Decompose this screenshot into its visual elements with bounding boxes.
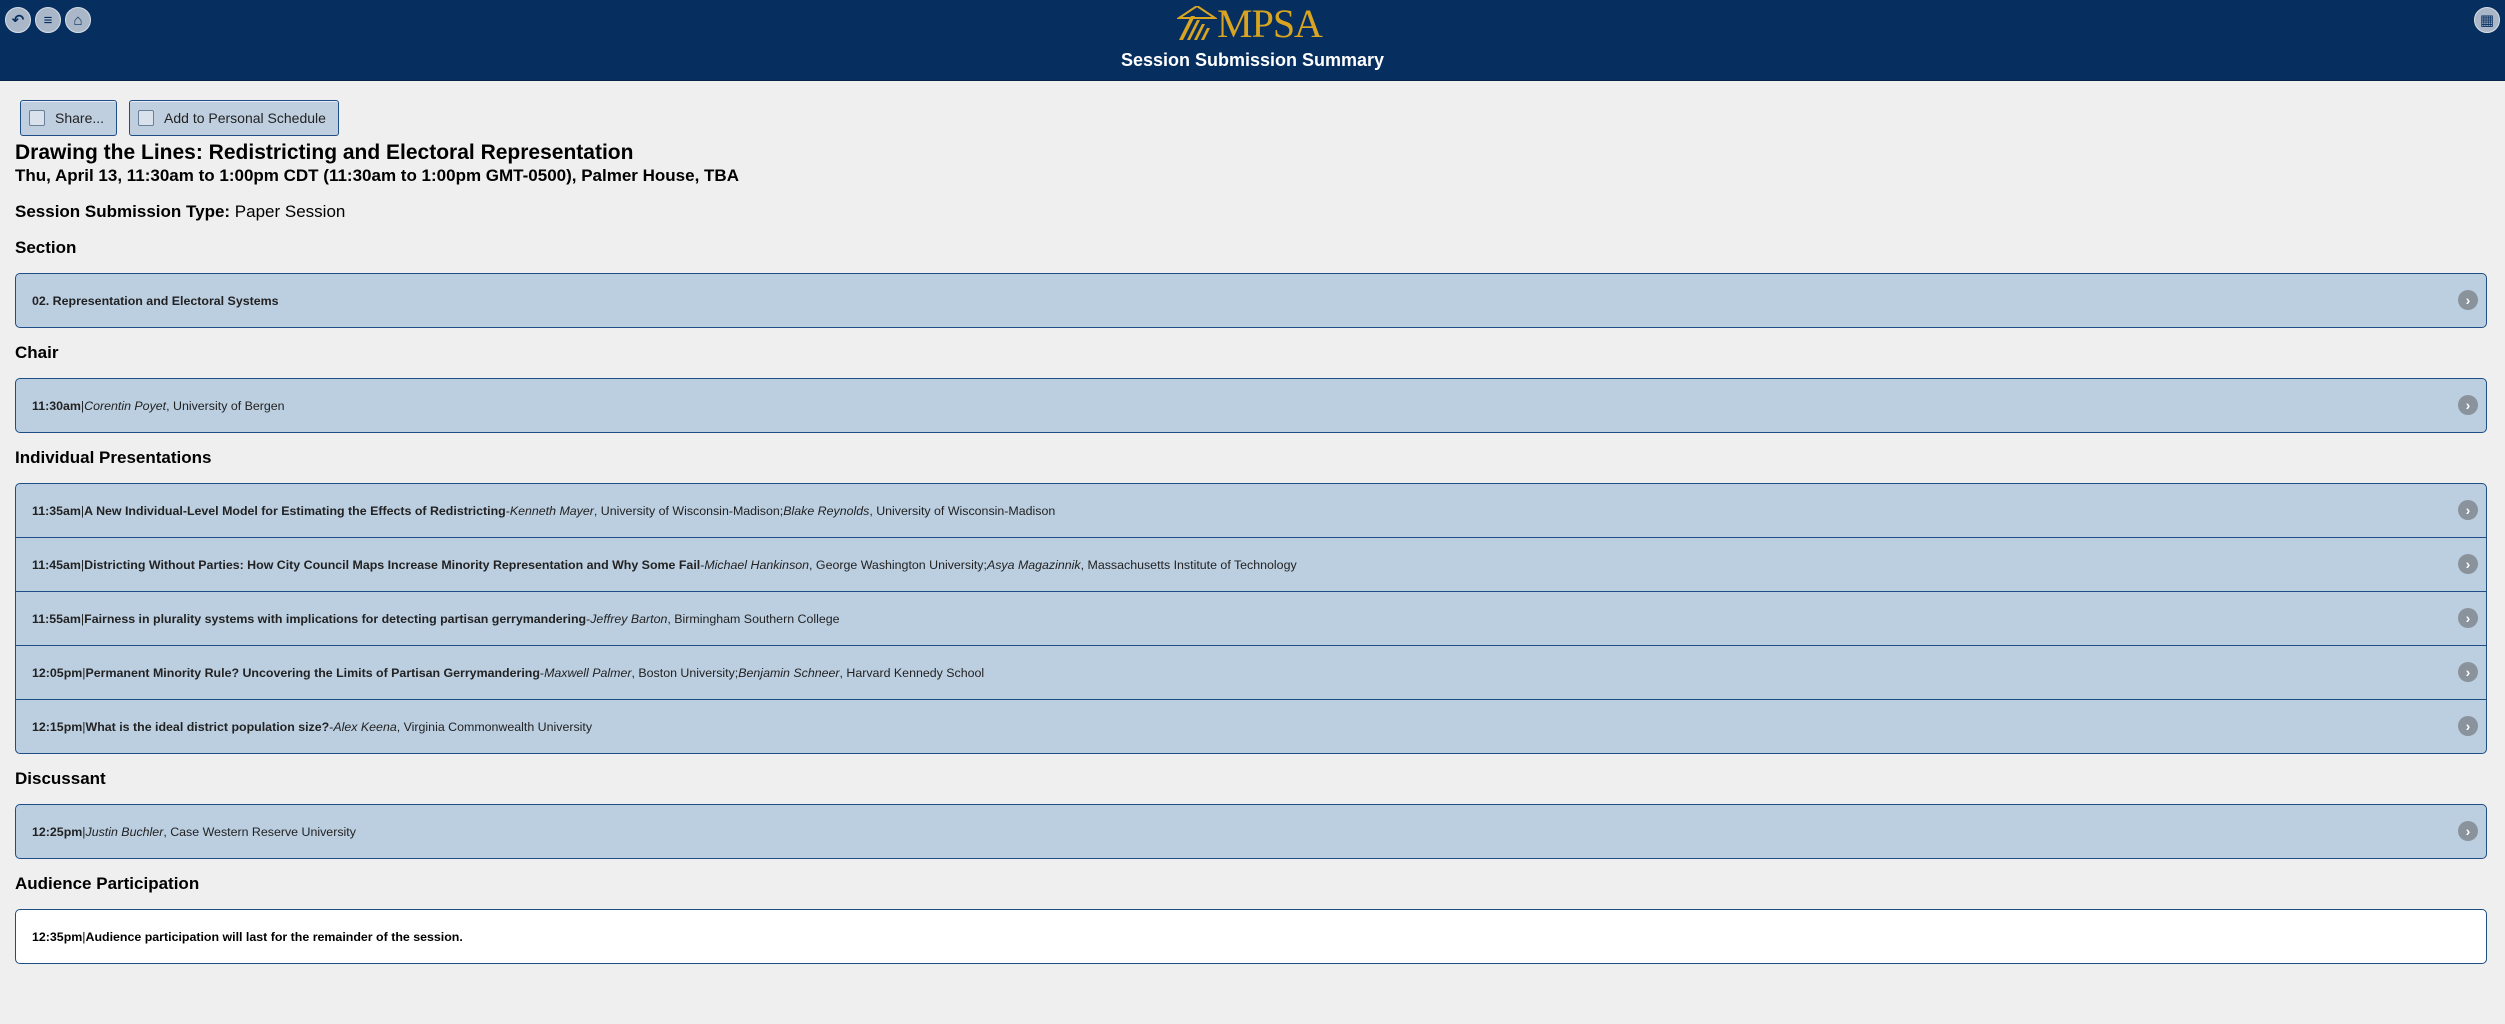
row-dash: - <box>505 503 510 518</box>
chair-row[interactable] <box>16 379 2486 432</box>
section-heading: Section <box>15 238 77 257</box>
session-datetime-location: Thu, April 13, 11:30am to 1:00pm CDT (11:30am to 1:00pm GMT-0500), Palmer House, TBA <box>15 166 739 185</box>
row-separator: | <box>80 611 85 626</box>
share-icon <box>29 110 45 126</box>
author-name: Alex Keena <box>333 719 397 734</box>
logo-text: MPSA <box>1217 1 1322 46</box>
session-content <box>15 140 2487 964</box>
author-affiliation: , Birmingham Southern College <box>667 611 840 626</box>
chevron-right-icon: › <box>2458 554 2478 574</box>
row-time: 12:15pm <box>32 719 83 734</box>
author-name: Kenneth Mayer <box>509 503 594 518</box>
presentation-title: Fairness in plurality systems with implications for detecting partisan gerrymandering <box>84 611 587 626</box>
chevron-right-icon: › <box>2458 290 2478 310</box>
chair-list <box>15 378 2487 433</box>
presentation-title: Permanent Minority Rule? Uncovering the Limits of Partisan Gerrymandering <box>85 665 540 680</box>
discussant-row[interactable] <box>16 805 2486 858</box>
audience-row <box>16 910 2486 963</box>
chevron-right-icon: › <box>2458 500 2478 520</box>
session-type <box>15 201 2487 223</box>
row-separator: | <box>82 719 86 734</box>
presentation-row[interactable] <box>16 699 2486 753</box>
row-dash: - <box>539 665 545 680</box>
row-time: 12:35pm <box>32 929 83 944</box>
schedule-icon <box>138 110 154 126</box>
row-time: 12:25pm <box>32 824 83 839</box>
chair-name: Corentin Poyet <box>84 398 167 413</box>
row-dash: - <box>700 557 705 572</box>
chevron-right-icon: › <box>2458 662 2478 682</box>
author-name: Asya Magazinnik <box>986 557 1081 572</box>
session-type-label: Session Submission Type: <box>15 202 231 221</box>
add-to-schedule-button[interactable] <box>129 100 339 136</box>
row-separator: | <box>80 398 85 413</box>
action-toolbar <box>20 100 339 136</box>
author-name: Blake Reynolds <box>783 503 870 518</box>
menu-icon[interactable]: ≡ <box>35 7 61 33</box>
discussant-heading: Discussant <box>15 769 106 788</box>
row-separator: | <box>80 503 85 518</box>
author-affiliation: , Boston University; <box>631 665 739 680</box>
audience-text: Audience participation will last for the remainder of the session. <box>85 929 463 944</box>
calendar-icon[interactable]: ▦ <box>2474 7 2500 33</box>
row-separator: | <box>82 824 86 839</box>
author-affiliation: , George Washington University; <box>809 557 987 572</box>
share-label: Share... <box>55 110 105 126</box>
author-affiliation: , Virginia Commonwealth University <box>396 719 593 734</box>
author-name: Maxwell Palmer <box>544 665 632 680</box>
row-time: 11:45am <box>32 557 81 572</box>
discussant-list <box>15 804 2487 859</box>
row-separator: | <box>82 665 86 680</box>
presentation-row[interactable] <box>16 645 2486 699</box>
presentation-title: A New Individual-Level Model for Estimating the Effects of Redistricting <box>84 503 506 518</box>
add-to-schedule-label: Add to Personal Schedule <box>164 110 326 126</box>
row-dash: - <box>586 611 591 626</box>
share-button[interactable] <box>20 100 117 136</box>
row-time: 11:35am <box>32 503 81 518</box>
row-time: 12:05pm <box>32 665 83 680</box>
row-dash: - <box>329 719 334 734</box>
presentation-row[interactable] <box>16 591 2486 645</box>
author-name: Jeffrey Barton <box>590 611 668 626</box>
presentation-row[interactable] <box>16 537 2486 591</box>
author-affiliation: , Massachusetts Institute of Technology <box>1080 557 1297 572</box>
chevron-right-icon: › <box>2458 395 2478 415</box>
row-time: 11:55am <box>32 611 81 626</box>
section-list <box>15 273 2487 328</box>
row-time: 11:30am <box>32 398 81 413</box>
author-affiliation: , University of Wisconsin-Madison <box>869 503 1056 518</box>
discussant-name: Justin Buchler <box>85 824 164 839</box>
discussant-affiliation: , Case Western Reserve University <box>163 824 356 839</box>
chair-heading: Chair <box>15 343 59 362</box>
app-header <box>0 0 2505 81</box>
author-affiliation: , Harvard Kennedy School <box>839 665 985 680</box>
row-separator: | <box>82 929 86 944</box>
presentations-heading: Individual Presentations <box>15 448 212 467</box>
audience-heading: Audience Participation <box>15 874 200 893</box>
home-icon[interactable]: ⌂ <box>65 7 91 33</box>
presentation-row[interactable] <box>16 484 2486 537</box>
author-name: Michael Hankinson <box>704 557 810 572</box>
page-title: Session Submission Summary <box>1120 50 1385 70</box>
audience-list <box>15 909 2487 964</box>
author-name: Benjamin Schneer <box>738 665 840 680</box>
session-type-value: Paper Session <box>230 202 346 221</box>
presentation-title: What is the ideal district population size? <box>85 719 330 734</box>
session-title: Drawing the Lines: Redistricting and Electoral Representation <box>15 141 634 164</box>
chevron-right-icon: › <box>2458 716 2478 736</box>
back-icon[interactable]: ↶ <box>5 7 31 33</box>
section-item[interactable] <box>16 274 2486 327</box>
mpsa-logo[interactable] <box>1177 1 1322 46</box>
chevron-right-icon: › <box>2458 608 2478 628</box>
presentation-title: Districting Without Parties: How City Council Maps Increase Minority Representation and Why Some Fail <box>84 557 701 572</box>
chevron-right-icon: › <box>2458 821 2478 841</box>
row-separator: | <box>80 557 85 572</box>
logo-columns-icon <box>1177 6 1217 42</box>
chair-affiliation: , University of Bergen <box>166 398 285 413</box>
section-item-label: 02. Representation and Electoral Systems <box>32 293 279 308</box>
presentations-list <box>15 483 2487 754</box>
author-affiliation: , University of Wisconsin-Madison; <box>593 503 784 518</box>
